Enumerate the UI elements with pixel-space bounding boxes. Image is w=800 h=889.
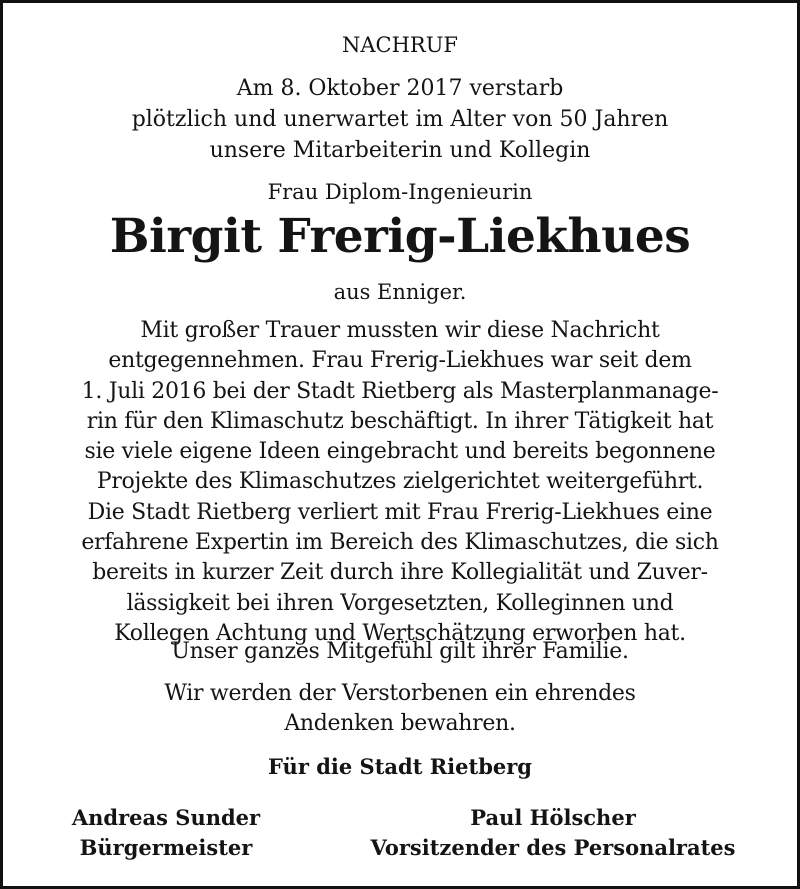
body-line: bereits in kurzer Zeit durch ihre Kollegialität und Zuver-	[92, 560, 708, 586]
body-line: 1. Juli 2016 bei der Stadt Rietberg als Masterplanmanage-	[81, 378, 719, 404]
closing-text	[3, 679, 797, 739]
body-line: lässigkeit bei ihren Vorgesetzten, Kolleginnen und	[126, 590, 674, 616]
body-line: erfahrene Expertin im Bereich des Klimaschutzes, die sich	[81, 530, 719, 556]
body-line: Projekte des Klimaschutzes zielgerichtet weitergeführt.	[96, 469, 704, 495]
signatory-role: Vorsitzender des Personalrates	[370, 835, 736, 860]
body-line: Mit großer Trauer mussten wir diese Nachricht	[140, 318, 660, 343]
closing-line: Andenken bewahren.	[284, 711, 516, 736]
organization-name: Für die Stadt Rietberg	[268, 754, 532, 779]
signatory-role: Bürgermeister	[79, 835, 253, 860]
intro-text	[3, 73, 797, 166]
deceased-title: Frau Diplom-Ingenieurin	[267, 180, 533, 204]
deceased-origin: aus Enniger.	[333, 280, 467, 304]
body-text	[3, 316, 797, 649]
signatory-mayor	[31, 803, 301, 863]
notice-heading: NACHRUF	[341, 33, 458, 57]
signatory-name: Paul Hölscher	[470, 805, 636, 830]
closing-line: Wir werden der Verstorbenen ein ehrendes	[164, 681, 636, 706]
body-line: entgegennehmen. Frau Frerig-Liekhues war seit dem	[108, 348, 692, 374]
signatory-staff-council	[333, 803, 773, 863]
intro-line: plötzlich und unerwartet im Alter von 50 Jahren	[131, 107, 669, 132]
intro-line: Am 8. Oktober 2017 verstarb	[236, 76, 564, 101]
signatory-name: Andreas Sunder	[71, 805, 261, 830]
sympathy-text: Unser ganzes Mitgefühl gilt ihrer Familie.	[171, 639, 629, 664]
body-line: rin für den Klimaschutz beschäftigt. In ihrer Tätigkeit hat	[86, 408, 714, 434]
body-line: Kollegen Achtung und Wertschätzung erworben hat.	[114, 620, 686, 646]
body-line: sie viele eigene Ideen eingebracht und bereits begonnene	[84, 439, 716, 465]
deceased-name: Birgit Frerig-Liekhues	[109, 209, 691, 264]
body-line: Die Stadt Rietberg verliert mit Frau Frerig-Liekhues eine	[87, 499, 713, 525]
intro-line: unsere Mitarbeiterin und Kollegin	[209, 138, 591, 163]
